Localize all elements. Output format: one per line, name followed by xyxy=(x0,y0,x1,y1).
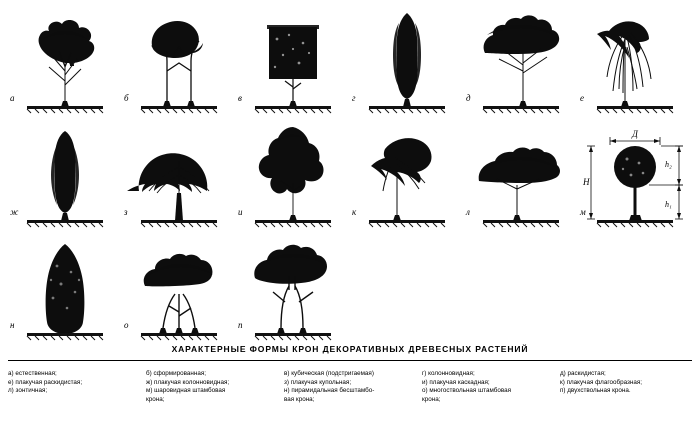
figure-cell-a xyxy=(8,4,122,117)
tree-pyramidal-stemless xyxy=(8,231,122,344)
figure-cell-e xyxy=(578,4,692,117)
legend-item: ж) плакучая колонновидная; xyxy=(146,378,230,386)
legend-item: д) раскидистая; xyxy=(560,370,606,377)
legend-item: к) плакучая флагообразная; xyxy=(560,378,643,386)
figure-label-p: п xyxy=(238,320,243,330)
figure-legend xyxy=(8,370,692,404)
figure-label-m: м xyxy=(580,206,586,217)
figure-cell-m xyxy=(578,117,692,230)
legend-column-5 xyxy=(560,370,692,404)
legend-item: вая крона; xyxy=(284,395,315,403)
figure-cell-n xyxy=(8,231,122,344)
legend-item: н) пирамидальная бесштамбо- xyxy=(284,387,375,395)
figure-label-e: е xyxy=(580,93,584,104)
legend-item: е) плакучая раскидистая; xyxy=(8,378,83,386)
tree-natural-spreading xyxy=(8,4,122,117)
legend-item: о) многоствольная штамбовая xyxy=(422,387,512,395)
dimension-label-total-height: H xyxy=(583,176,590,187)
tree-weeping-spreading xyxy=(578,4,692,117)
tree-multi-stem-standard xyxy=(122,231,236,344)
legend-item: п) двухствольная крона. xyxy=(560,387,631,395)
legend-item: в) кубическая (подстригаемая) xyxy=(284,370,374,377)
figure-label-v: в xyxy=(238,93,242,104)
figure-label-g: г xyxy=(352,93,356,104)
legend-item: крона; xyxy=(146,395,165,403)
tree-weeping-dome xyxy=(122,117,236,230)
legend-column-4 xyxy=(422,370,554,404)
tree-weeping-columnar xyxy=(8,117,122,230)
figure-label-b: б xyxy=(124,93,129,104)
legend-column-1 xyxy=(8,370,140,404)
figure-label-i: и xyxy=(238,206,243,217)
dimension-label-width: Д xyxy=(632,128,638,139)
figure-label-l: л xyxy=(466,206,470,217)
figure-cell-g xyxy=(350,4,464,117)
figure-cell-zh xyxy=(8,117,122,230)
figure-cell-d xyxy=(464,4,578,117)
legend-column-3 xyxy=(284,370,416,404)
tree-weeping-cascade xyxy=(236,117,350,230)
tree-weeping-flag xyxy=(350,117,464,230)
figure-label-o: о xyxy=(124,320,129,330)
legend-item: г) колонновидная; xyxy=(422,370,475,377)
legend-item: а) естественная; xyxy=(8,370,57,377)
figure-label-n: н xyxy=(10,320,15,330)
figure-cell-o xyxy=(122,231,236,344)
legend-column-2 xyxy=(146,370,278,404)
legend-item: л) зонтичная; xyxy=(8,387,48,395)
tree-formed-vase xyxy=(122,4,236,117)
dimension-label-stem-height: h₁ xyxy=(665,199,672,209)
tree-columnar xyxy=(350,4,464,117)
figure-cell-v xyxy=(236,4,350,117)
figure-cell-b xyxy=(122,4,236,117)
figure-cell-p xyxy=(236,231,350,344)
figure-title: ХАРАКТЕРНЫЕ ФОРМЫ КРОН ДЕКОРАТИВНЫХ ДРЕВЕСНЫХ РАСТЕНИЙ xyxy=(171,344,529,354)
figure-cell-z xyxy=(122,117,236,230)
caption-divider xyxy=(8,360,692,361)
tree-umbrella xyxy=(464,117,578,230)
figure-label-z: з xyxy=(124,206,128,217)
figure-label-zh: ж xyxy=(10,206,19,217)
figure-cell-k xyxy=(350,117,464,230)
tree-two-stem xyxy=(236,231,350,344)
tree-spreading-wide xyxy=(464,4,578,117)
figure-cell-i xyxy=(236,117,350,230)
legend-item: б) сформированная; xyxy=(146,370,207,377)
legend-item: з) плакучая купольная; xyxy=(284,378,352,386)
legend-item: крона; xyxy=(422,395,441,403)
figure-cell-l xyxy=(464,117,578,230)
figure-grid xyxy=(8,4,692,344)
legend-item: и) плакучая каскадная; xyxy=(422,378,490,386)
tree-cube-clipped xyxy=(236,4,350,117)
figure-label-d: д xyxy=(466,93,471,104)
dimension-label-crown-height: h₂ xyxy=(665,159,672,169)
tree-globe-standard xyxy=(578,117,692,230)
figure-label-k: к xyxy=(352,206,357,217)
legend-item: м) шаровидная штамбовая xyxy=(146,387,226,395)
figure-label-a: а xyxy=(10,93,15,104)
